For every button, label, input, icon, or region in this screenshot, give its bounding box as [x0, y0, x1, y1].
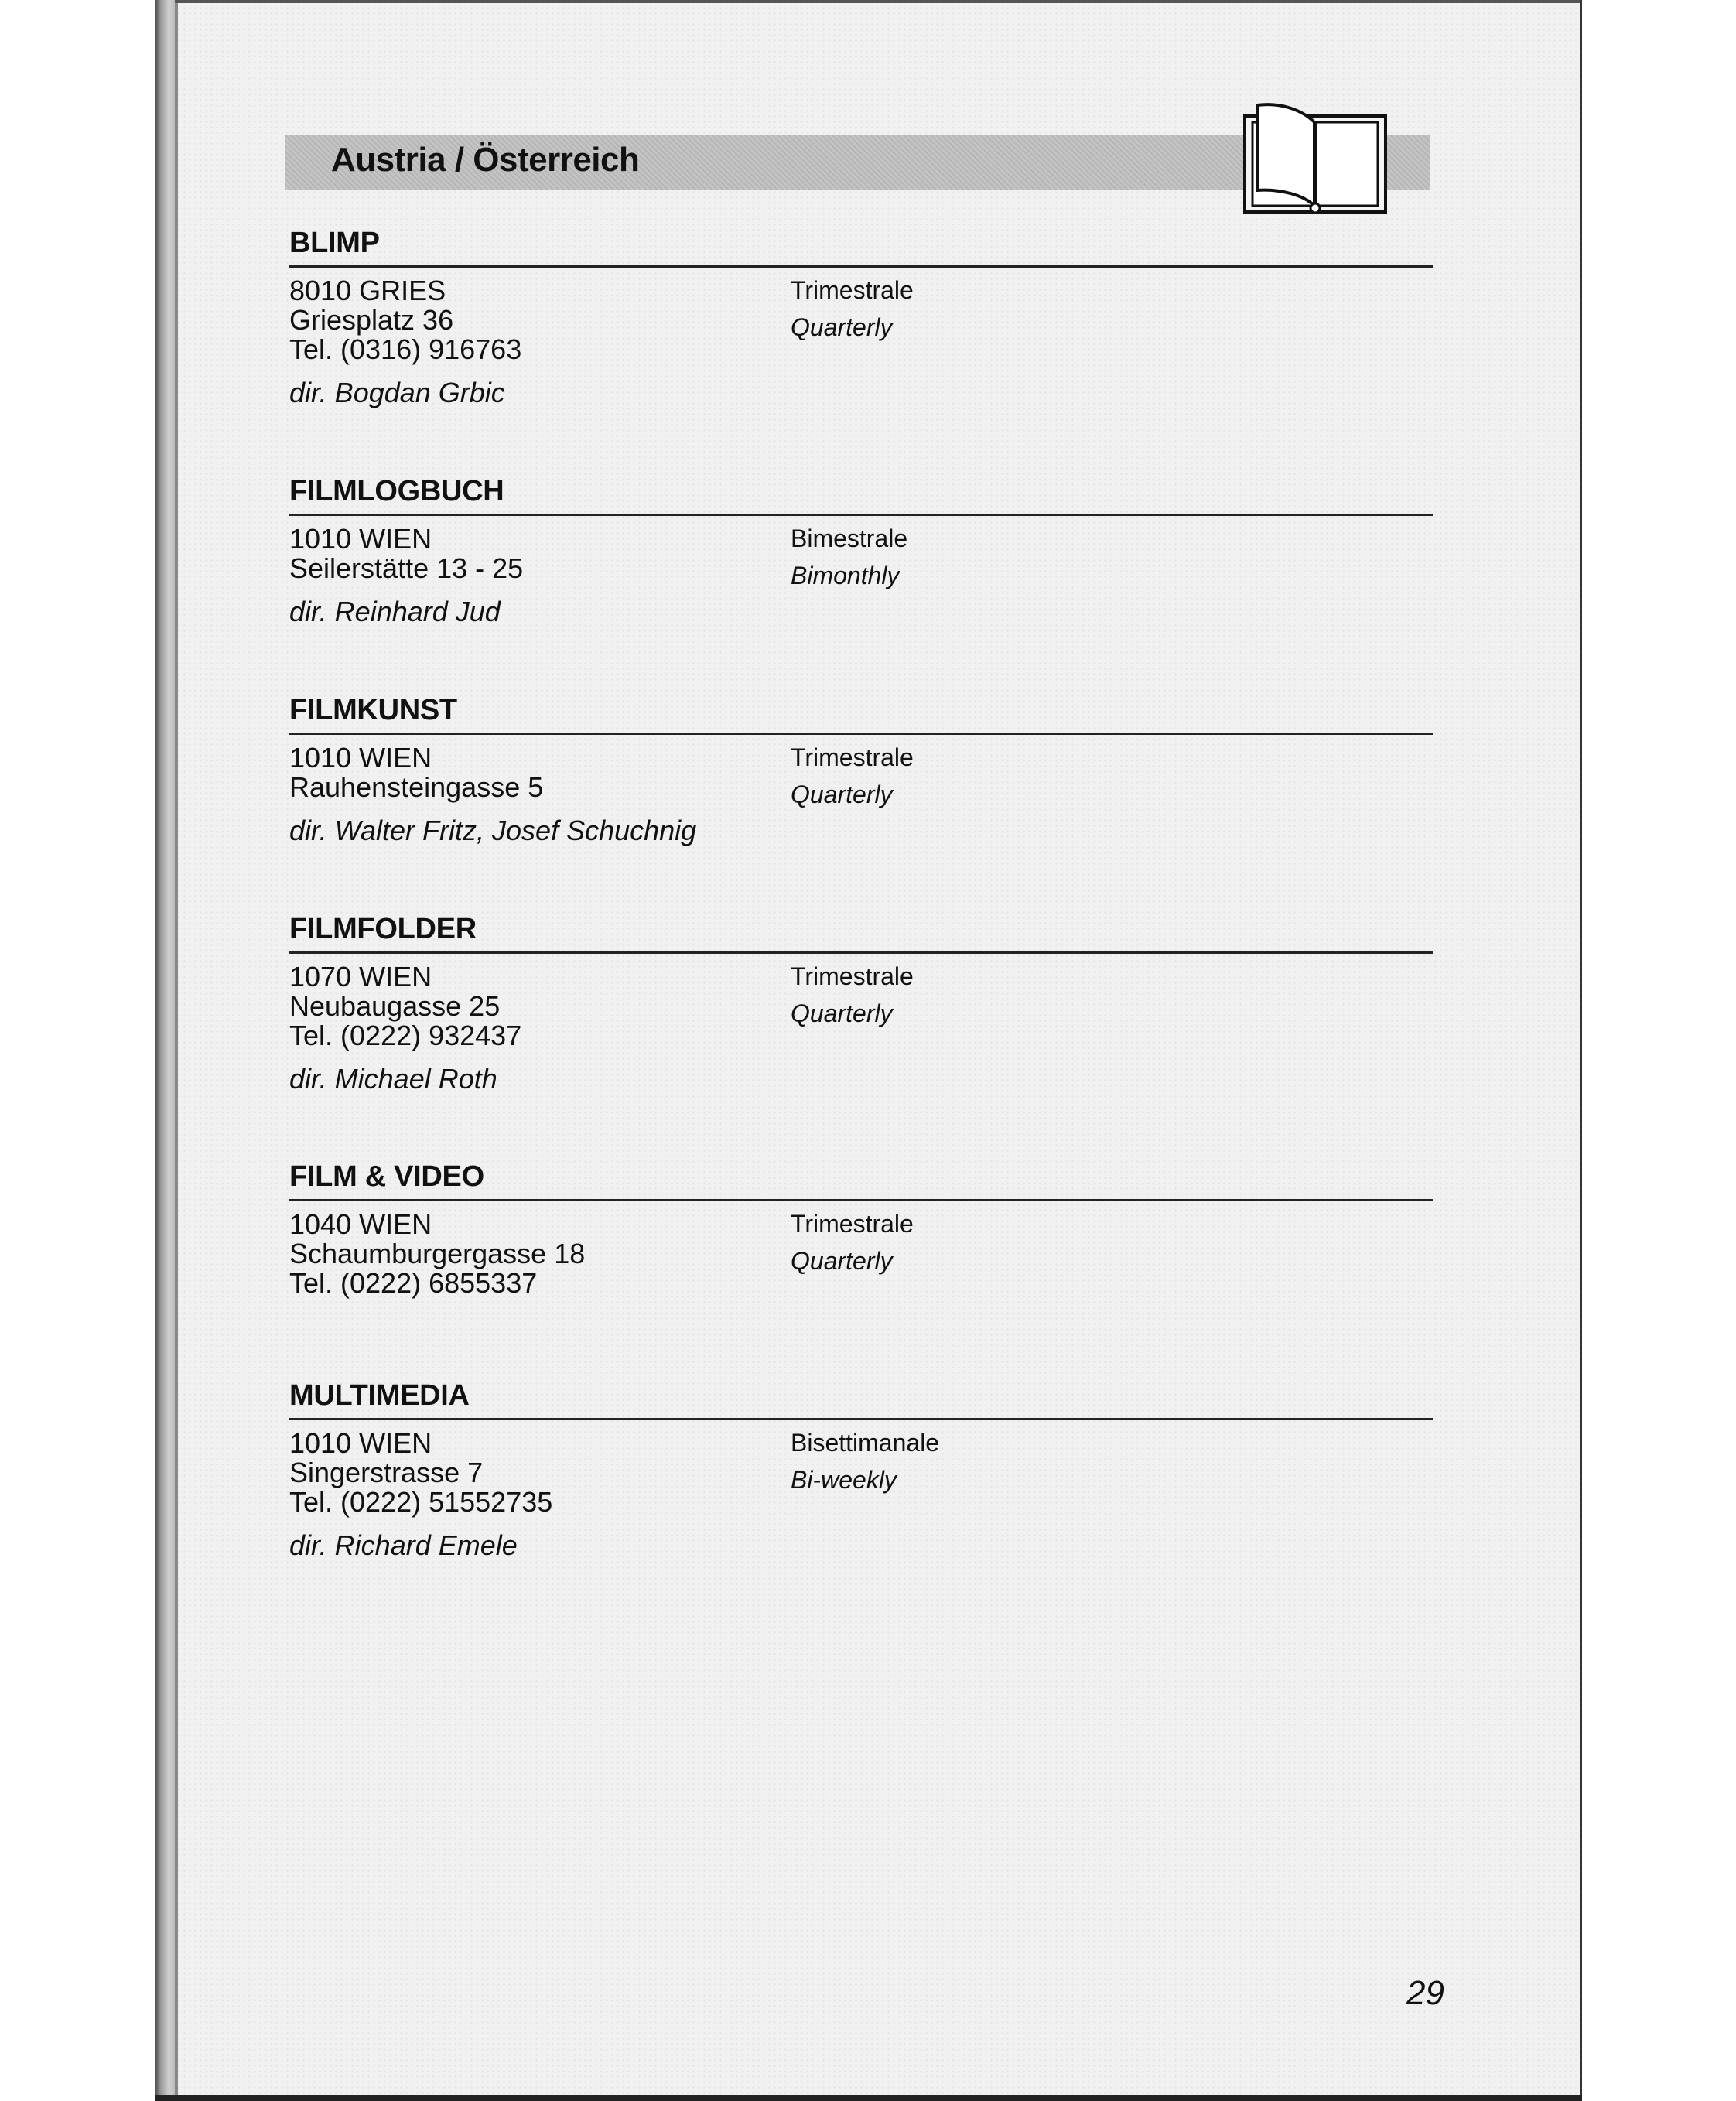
entry-frequency	[791, 1424, 939, 1498]
entry-address	[289, 1210, 585, 1298]
entry-divider	[289, 1418, 1433, 1420]
frequency-italian: Trimestrale	[791, 1210, 914, 1238]
frequency-english: Quarterly	[791, 1247, 893, 1275]
entry-address	[289, 743, 696, 846]
entry-title: FILM & VIDEO	[289, 1160, 484, 1193]
address-city: 1070 WIEN	[289, 961, 432, 992]
frequency-italian: Bisettimanale	[791, 1429, 940, 1457]
entry-film-video	[0, 1160, 1736, 1392]
entry-frequency	[791, 1205, 914, 1279]
frequency-italian: Bimestrale	[791, 524, 908, 552]
entry-divider	[289, 265, 1433, 268]
address-street: Rauhensteingasse 5	[289, 771, 544, 803]
open-book-icon	[1242, 99, 1389, 217]
entry-address	[289, 1429, 552, 1560]
entry-address	[289, 962, 521, 1094]
address-street: Neubaugasse 25	[289, 990, 501, 1022]
entry-multimedia	[0, 1379, 1736, 1611]
entry-director: dir. Walter Fritz, Josef Schuchnig	[289, 815, 697, 846]
address-city: 1010 WIEN	[289, 523, 432, 555]
entry-title: MULTIMEDIA	[289, 1379, 470, 1412]
entry-frequency	[791, 958, 914, 1032]
entry-divider	[289, 514, 1433, 516]
address-city: 8010 GRIES	[289, 275, 446, 306]
frequency-italian: Trimestrale	[791, 276, 914, 304]
entry-frequency	[791, 272, 914, 346]
frequency-english: Bimonthly	[791, 562, 900, 589]
entry-director: dir. Bogdan Grbic	[289, 377, 505, 408]
entry-filmfolder	[0, 913, 1736, 1145]
address-city: 1040 WIEN	[289, 1208, 432, 1240]
frequency-italian: Trimestrale	[791, 743, 914, 771]
entry-director: dir. Richard Emele	[289, 1529, 518, 1561]
address-city: 1010 WIEN	[289, 742, 432, 774]
address-street: Griesplatz 36	[289, 304, 454, 336]
frequency-english: Quarterly	[791, 781, 893, 808]
address-street: Seilerstätte 13 - 25	[289, 552, 524, 584]
entry-divider	[289, 951, 1433, 954]
frequency-english: Quarterly	[791, 999, 893, 1027]
address-phone: Tel. (0222) 6855337	[289, 1267, 538, 1299]
page-bottom-edge	[155, 2095, 1582, 2101]
entry-divider	[289, 1199, 1433, 1201]
entry-divider	[289, 733, 1433, 735]
entry-filmkunst	[0, 694, 1736, 926]
entry-frequency	[791, 520, 907, 594]
entry-blimp	[0, 227, 1736, 459]
section-title: Austria / Österreich	[331, 141, 640, 179]
page-top-edge	[175, 0, 1582, 3]
entry-address	[289, 524, 523, 627]
entry-title: FILMLOGBUCH	[289, 475, 504, 507]
entry-title: BLIMP	[289, 227, 380, 259]
address-city: 1010 WIEN	[289, 1427, 432, 1459]
page-number: 29	[1406, 1974, 1444, 2012]
entry-filmlogbuch	[0, 475, 1736, 707]
frequency-english: Quarterly	[791, 313, 893, 341]
address-street: Schaumburgergasse 18	[289, 1238, 586, 1269]
frequency-english: Bi-weekly	[791, 1466, 897, 1494]
entry-title: FILMKUNST	[289, 694, 457, 726]
address-phone: Tel. (0316) 916763	[289, 333, 522, 365]
entry-director: dir. Reinhard Jud	[289, 596, 501, 627]
frequency-italian: Trimestrale	[791, 962, 914, 990]
entry-title: FILMFOLDER	[289, 913, 477, 945]
entry-frequency	[791, 739, 914, 813]
address-street: Singerstrasse 7	[289, 1457, 484, 1488]
entry-director: dir. Michael Roth	[289, 1063, 497, 1095]
entry-address	[289, 276, 521, 408]
address-phone: Tel. (0222) 51552735	[289, 1486, 553, 1518]
address-phone: Tel. (0222) 932437	[289, 1020, 522, 1051]
